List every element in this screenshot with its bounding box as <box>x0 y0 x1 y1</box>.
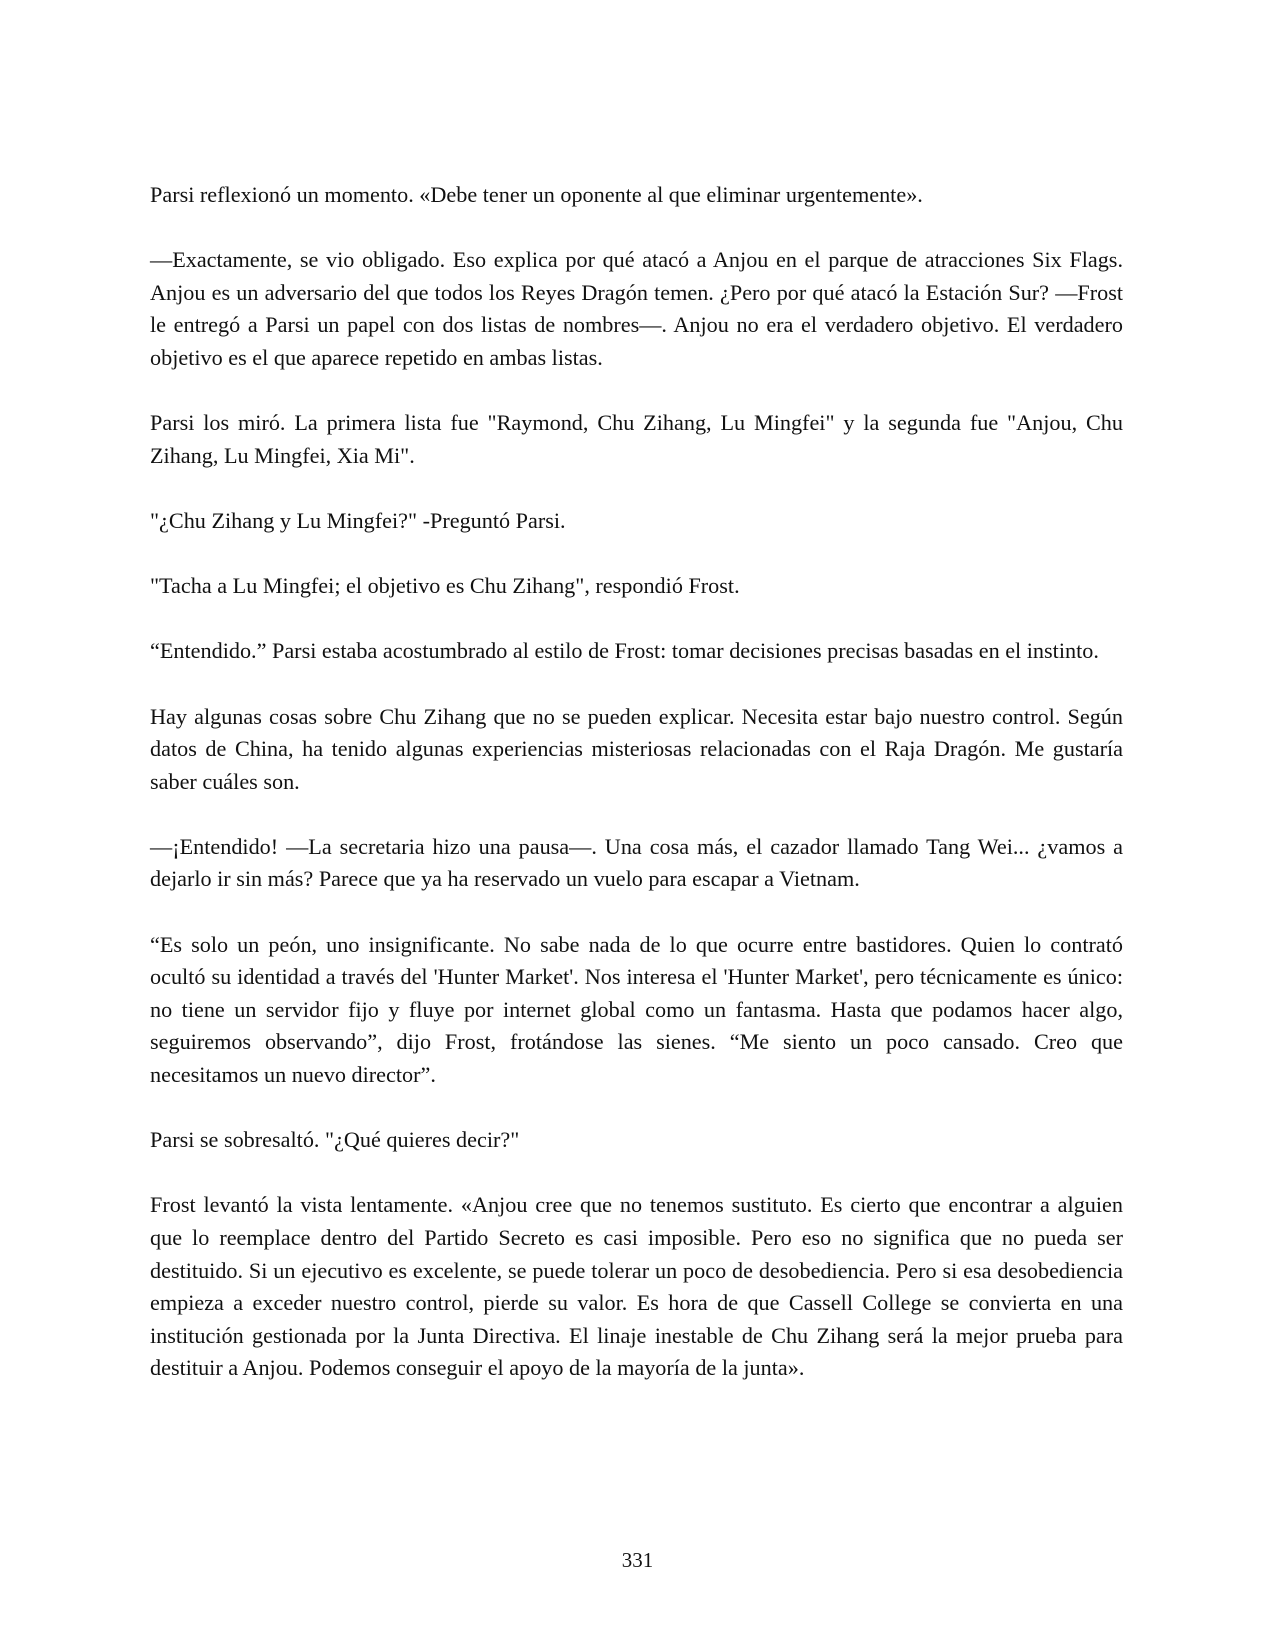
body-text <box>150 179 1123 1385</box>
paragraph: —Exactamente, se vio obligado. Eso explica por qué atacó a Anjou en el parque de atracciones Six Flags. Anjou es un adversario del que todos los Reyes Dragón temen. ¿Pero por qué atacó la Estación Sur? —Frost le entregó a Parsi un papel con dos listas de nombres—. Anjou no era el verdadero objetivo. El verdadero objetivo es el que aparece repetido en ambas listas. <box>150 247 1123 370</box>
paragraph: "¿Chu Zihang y Lu Mingfei?" -Preguntó Parsi. <box>150 507 566 533</box>
paragraph: Hay algunas cosas sobre Chu Zihang que no se pueden explicar. Necesita estar bajo nuestro control. Según datos de China, ha tenido algunas experiencias misteriosas relacionadas con el Raja Dragón. Me gustaría saber cuáles son. <box>150 703 1123 794</box>
paragraph: Frost levantó la vista lentamente. «Anjou cree que no tenemos sustituto. Es cierto que encontrar a alguien que lo reemplace dentro del Partido Secreto es casi imposible. Pero eso no significa que no pueda ser destituido. Si un ejecutivo es excelente, se puede tolerar un poco de desobediencia. Pero si esa desobediencia empieza a exceder nuestro control, pierde su valor. Es hora de que Cassell College se convierta en una institución gestionada por la Junta Directiva. El linaje inestable de Chu Zihang será la mejor prueba para destituir a Anjou. Podemos conseguir el apoyo de la mayoría de la junta». <box>150 1192 1123 1381</box>
paragraph: Parsi reflexionó un momento. «Debe tener un oponente al que eliminar urgentemente». <box>150 182 923 207</box>
page-number: 331 <box>621 1548 654 1572</box>
paragraph: —¡Entendido! —La secretaria hizo una pausa—. Una cosa más, el cazador llamado Tang Wei... ¿vamos a dejarlo ir sin más? Parece que ya ha reservado un vuelo para escapar a Vietnam. <box>150 833 1123 892</box>
paragraph: Parsi se sobresaltó. "¿Qué quieres decir?" <box>150 1127 520 1153</box>
paragraph: "Tacha a Lu Mingfei; el objetivo es Chu Zihang", respondió Frost. <box>150 573 740 599</box>
paragraph: “Entendido.” Parsi estaba acostumbrado al estilo de Frost: tomar decisiones precisas basadas en el instinto. <box>150 638 1099 664</box>
paragraph: Parsi los miró. La primera lista fue "Raymond, Chu Zihang, Lu Mingfei" y la segunda fue "Anjou, Chu Zihang, Lu Mingfei, Xia Mi". <box>150 410 1123 468</box>
paragraph: “Es solo un peón, uno insignificante. No sabe nada de lo que ocurre entre bastidores. Quien lo contrató ocultó su identidad a través del 'Hunter Market'. Nos interesa el 'Hunter Market', pero técnicamente es único: no tiene un servidor fijo y fluye por internet global como un fantasma. Hasta que podamos hacer algo, seguiremos observando”, dijo Frost, frotándose las sienes. “Me siento un poco cansado. Creo que necesitamos un nuevo director”. <box>150 931 1123 1088</box>
